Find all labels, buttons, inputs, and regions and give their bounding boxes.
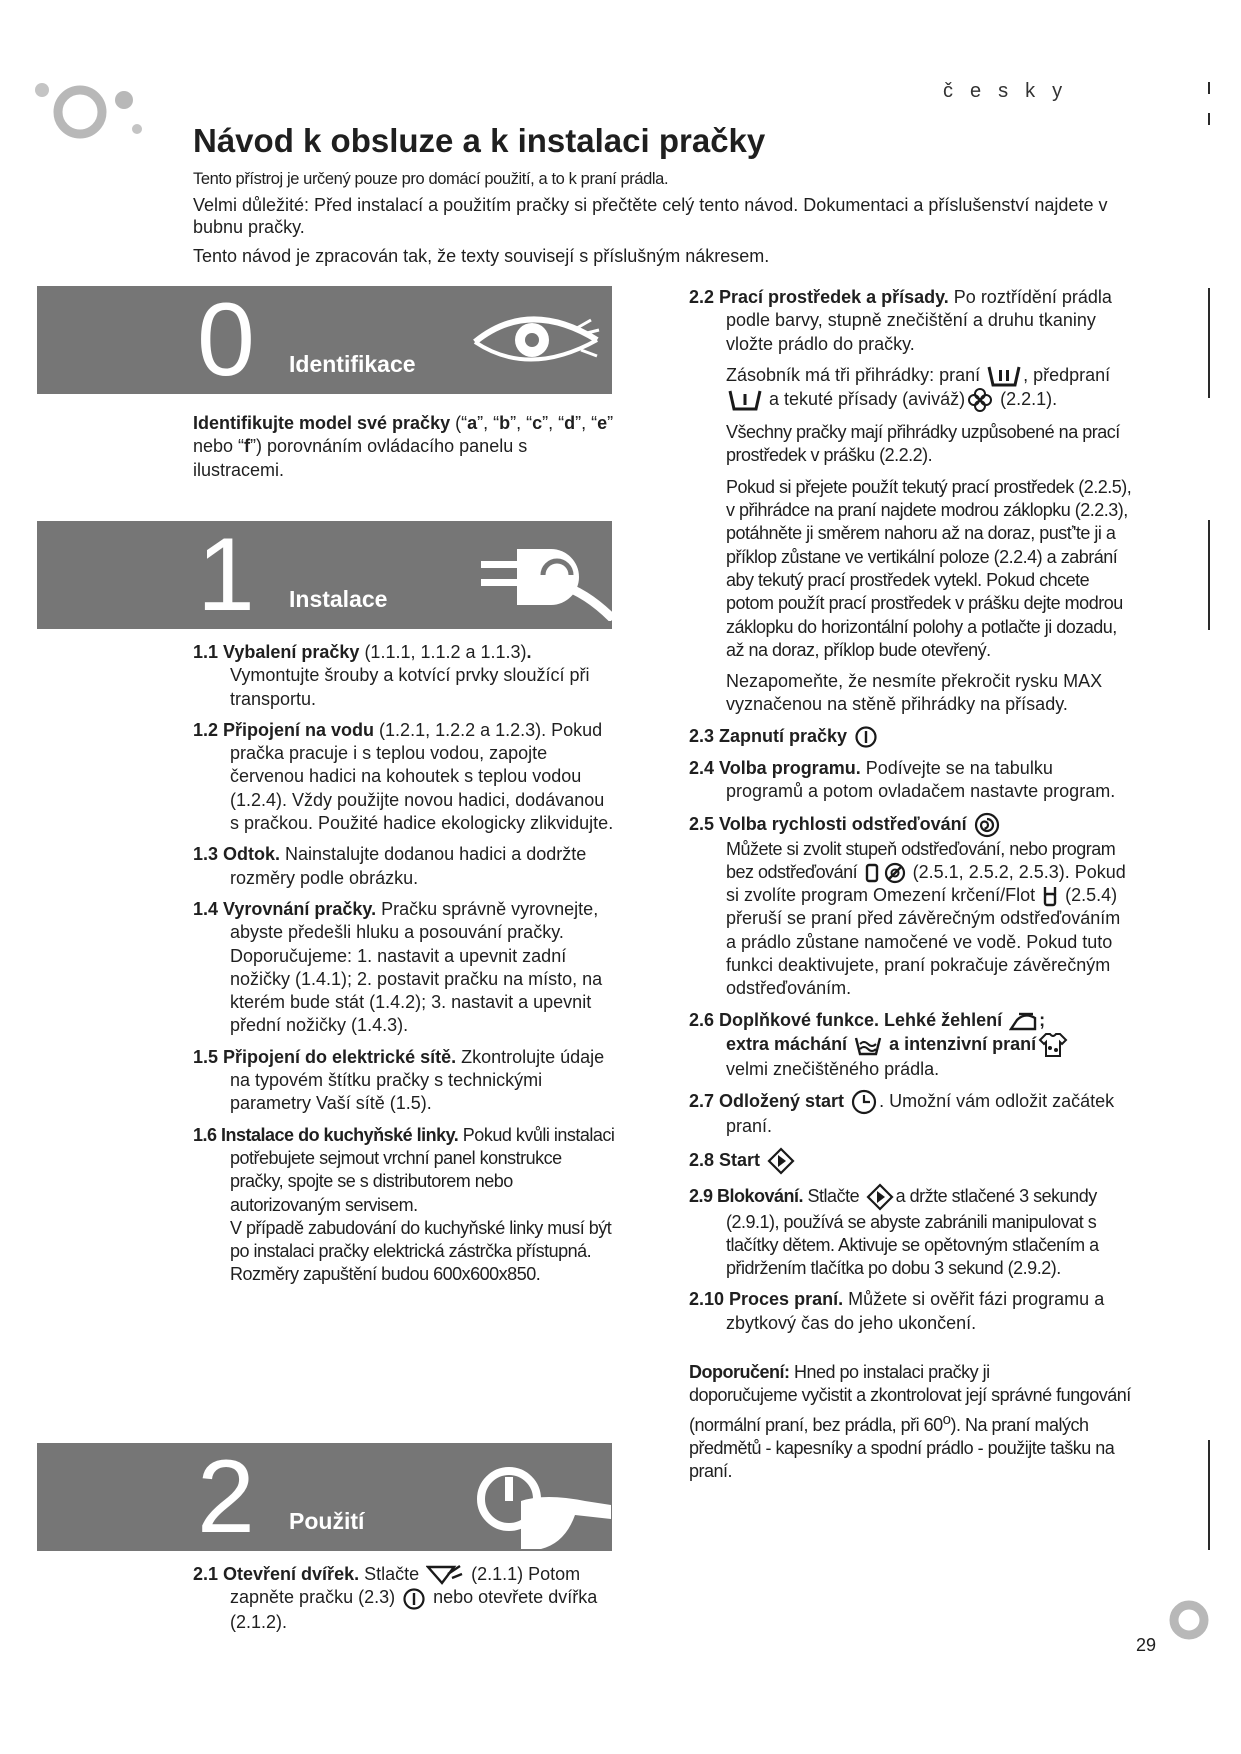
item-text: (2.5.1, 2.5.2, 2.5.3). Pokud si zvolíte program Omezení krčení/Flot <box>726 861 1126 906</box>
item-heading: 1.4 Vyrovnání pračky. <box>193 898 377 919</box>
margin-rule <box>1208 520 1210 630</box>
text-run: (“ <box>450 413 468 433</box>
model-c: c <box>532 413 543 433</box>
item-text: Zásobník má tři přihrádky: praní <box>726 364 986 385</box>
delay-clock-icon <box>851 1089 877 1115</box>
text-run: ”, “ <box>575 413 598 433</box>
section-label: Použití <box>289 1508 365 1534</box>
max-line-note: Nezapomeňte, že nesmíte překročit rysku MAX vyznačenou na stěně přihrádky na přísady. <box>726 671 1103 715</box>
wash-compartment-icon <box>987 365 1021 387</box>
item-text: Vymontujte šrouby a kotvící prvky sloužící při transportu. <box>230 665 590 709</box>
item-text: Podívejte se na tabulku programů a potom ovladačem nastavte program. <box>726 758 1116 802</box>
rinse-hold-icon <box>1042 885 1058 907</box>
item-text: , předpraní <box>1023 364 1111 385</box>
list-item <box>689 1288 1134 1335</box>
page-title: Návod k obsluze a k instalaci pračky <box>193 122 766 159</box>
recommendation <box>689 1361 1134 1483</box>
brand-logo <box>28 72 158 152</box>
degree-mark: o <box>942 1410 951 1428</box>
item-text: (1.1.1, 1.1.2 a 1.1.3) <box>359 642 527 662</box>
item-heading: 1.3 Odtok. <box>193 844 281 865</box>
list-item <box>689 286 1134 356</box>
installation-section <box>193 641 618 1295</box>
item-heading: 2.7 Odložený start <box>689 1091 845 1112</box>
intro-drawings: Tento návod je zpracován tak, že texty souvisejí s příslušným nákresem. <box>193 246 770 266</box>
use-section-left <box>193 1563 618 1642</box>
item-text: Pokud kvůli instalaci potřebujete sejmout vrchní panel konstrukce pračky, spojte se s distributorem nebo autorizovaným servisem. <box>230 1124 615 1215</box>
text-run: ”) porovnáním ovládacího panelu s ilustracemi. <box>193 436 528 480</box>
item-text: ). Na praní malých předmětů - kapesníky a spodní prádlo - použijte tašku na praní. <box>689 1414 1115 1482</box>
item-heading: 2.8 Start <box>689 1149 761 1170</box>
model-d: d <box>564 413 576 433</box>
plug-icon <box>477 541 612 621</box>
list-item <box>689 812 1134 1001</box>
extra-rinse-icon <box>854 1034 882 1056</box>
section-number: 2 <box>197 1443 255 1551</box>
item-heading: 2.9 Blokování. <box>689 1185 804 1206</box>
powder-compartments-note: Všechny pračky mají přihrádky uzpůsobené na prací prostředek v prášku (2.2.2). <box>726 422 1120 466</box>
item-text: . <box>526 642 532 662</box>
item-heading: 2.4 Volba programu. <box>689 758 861 778</box>
item-heading: 2.2 Prací prostředek a přísady. <box>689 287 949 307</box>
item-heading: 1.1 Vybalení pračky <box>193 642 360 662</box>
item-text: Stlačte <box>803 1185 864 1206</box>
margin-rule <box>1208 1440 1210 1550</box>
list-item <box>193 719 618 835</box>
power-icon <box>402 1587 426 1611</box>
item-text: Pračku správně vyrovnejte, abyste předešli hluku a posouvání pračky. Doporučujeme: 1. nastavit a upevnit zadní nožičky (1.4.1); 2. postavit pračku na místo, na kterém bude stát (1.4.2); 3. nastavit a upevnit přední nožičky (1.4.3). <box>230 898 603 1036</box>
item-text: (2.2.1). <box>995 388 1058 409</box>
language-label: česky <box>943 80 1080 102</box>
section-banner-pouziti <box>37 1443 612 1551</box>
item-text: Hned po instalaci pračky ji <box>789 1362 990 1383</box>
eye-icon <box>469 306 609 376</box>
text-run: ”, “ <box>510 413 533 433</box>
list-item <box>689 757 1134 804</box>
detergent-compartments <box>726 364 1134 413</box>
item-heading: 2.1 Otevření dvířek. <box>193 1564 360 1584</box>
list-item <box>193 843 618 890</box>
item-text: doporučujeme vyčistit a zkontrolovat její správné fungování (normální praní, bez prádla, při 60 <box>689 1385 1131 1435</box>
decorative-ring-icon <box>1166 1597 1212 1643</box>
text-run: ”, “ <box>542 413 565 433</box>
model-f: f <box>244 436 251 457</box>
margin-rule <box>1208 82 1210 94</box>
item-text: Můžete si ověřit fázi programu a zbytkový čas do jeho ukončení. <box>726 1289 1105 1333</box>
item-heading: 2.5 Volba rychlosti odstřeďování <box>689 813 967 834</box>
text-run: ” nebo “ <box>193 413 614 457</box>
item-text: a držte stlačené 3 sekundy (2.9.1), používá se abyste zabránili manipulovat s tlačítky dětem. Aktivuje se opětovným stlačením a přidržením tlačítka po dobu 3 sekund (2.9.2). <box>726 1185 1099 1279</box>
list-item <box>689 1089 1134 1138</box>
intro-usage: Tento přístroj je určený pouze pro domácí použití, a to k praní prádla. <box>193 170 669 188</box>
margin-rule <box>1208 288 1210 398</box>
text-run: ”, “ <box>477 413 500 433</box>
item-heading: 1.2 Připojení na vodu <box>193 719 375 740</box>
item-text: (2.1.1) Potom zapněte pračku (2.3) <box>230 1564 581 1608</box>
identification-section <box>193 412 618 490</box>
item-text: a tekuté přísady (aviváž) <box>764 388 966 409</box>
list-item: 2.6 Doplňkové funkce. Lehké žehlení ; extra máchání a intenzivní praní velmi znečištěného prádla. <box>689 1009 1134 1082</box>
section-banner-identifikace <box>37 286 612 394</box>
item-heading: 2.3 Zapnutí pračky <box>689 725 848 746</box>
start-diamond-icon <box>866 1183 894 1211</box>
finger-press-icon <box>475 1453 612 1551</box>
list-item <box>689 1147 1134 1175</box>
item-text: . Umožní vám odložit začátek praní. <box>726 1091 1115 1137</box>
model-a: a <box>467 413 478 433</box>
spin-icon <box>974 812 1000 838</box>
item-text: (2.5.4) přeruší se praní před závěrečným odstřeďováním a prádlo zůstane namočené ve vodě. Pokud tuto funkci deaktivujete, praní pokračuje závěrečným odstřeďováním. <box>726 885 1121 999</box>
intro-important: Velmi důležité: Před instalací a použitím pračky si přečtěte celý tento návod. Dokumentaci a příslušenství najdete v bubnu pračky. <box>193 195 1108 237</box>
list-item <box>193 1563 618 1634</box>
no-spin-drum-icon <box>864 862 880 884</box>
spin-off-icon <box>884 862 906 884</box>
page-number: 29 <box>1136 1635 1157 1655</box>
list-item <box>193 1124 618 1287</box>
section-label: Instalace <box>289 586 388 612</box>
item-heading: 2.6 Doplňkové funkce. Lehké žehlení <box>689 1009 1003 1030</box>
section-number: 0 <box>197 286 255 394</box>
identification-lead: Identifikujte model své pračky <box>193 413 451 433</box>
power-icon <box>854 725 878 749</box>
list-item <box>193 641 618 711</box>
item-heading: extra máchání <box>726 1033 848 1054</box>
model-e: e <box>597 413 608 433</box>
list-item <box>689 1183 1134 1281</box>
item-text: V případě zabudování do kuchyňské linky musí být po instalaci pračky elektrická zástrčka přístupná. Rozměry zapuštění budou 600x600x850. <box>230 1217 612 1285</box>
item-text: velmi znečištěného prádla. <box>726 1058 940 1079</box>
item-text: Zkontrolujte údaje na typovém štítku pračky s technickými parametry Vaší sítě (1.5). <box>230 1046 605 1114</box>
section-banner-instalace <box>37 521 612 629</box>
intensive-wash-icon <box>1038 1032 1068 1058</box>
item-heading: 1.5 Připojení do elektrické sítě. <box>193 1046 457 1067</box>
item-text: Stlačte <box>359 1564 425 1584</box>
prewash-compartment-icon <box>728 389 762 411</box>
item-text: Nainstalujte dodanou hadici a dodržte rozměry podle obrázku. <box>230 844 587 888</box>
list-item <box>689 725 1134 749</box>
item-text: Po roztřídění prádla podle barvy, stupně znečištění a druhu tkaniny vložte prádlo do pračky. <box>726 287 1112 354</box>
item-heading: a intenzivní praní <box>884 1033 1037 1054</box>
liquid-detergent-note: Pokud si přejete použít tekutý prací prostředek (2.2.5), v přihrádce na praní najdete modrou záklopku (2.2.3), potáhněte ji směrem nahoru až na doraz, pusť'te ji a příklop zůstane ve vertikální poloze (2.2.4) a zabrání aby tekutý prací prostředek vytekl. Pokud chcete potom použít prací prostředek v prášku dejte modrou záklopku do horizontální polohy a potlačte ji dozadu, až na doraz, příklop bude otevřený. <box>726 476 1132 660</box>
item-heading: 2.10 Proces praní. <box>689 1289 844 1310</box>
item-heading: 1.6 Instalace do kuchyňské linky. <box>193 1124 459 1145</box>
section-number: 1 <box>197 521 255 629</box>
section-label: Identifikace <box>289 351 416 377</box>
item-text: (1.2.1, 1.2.2 a 1.2.3). Pokud pračka pracuje i s teplou vodou, zapojte červenou hadici na kohoutek s teplou vodou (1.2.4). Vždy použijte novou hadici, dodávanou s pračkou. Použité hadice ekologicky zlikvidujte. <box>230 719 614 834</box>
item-text: Můžete si zvolit stupeň odstřeďování, nebo program bez odstřeďování <box>726 838 1116 882</box>
door-open-icon <box>426 1564 464 1586</box>
start-diamond-icon <box>767 1147 795 1175</box>
model-b: b <box>499 413 511 433</box>
list-item <box>193 1046 618 1116</box>
margin-rule <box>1208 113 1210 125</box>
list-item <box>193 898 618 1038</box>
recommendation-heading: Doporučení: <box>689 1362 790 1383</box>
easy-iron-icon <box>1009 1010 1037 1032</box>
softener-flower-icon <box>967 387 993 413</box>
use-section-right <box>689 286 1134 1492</box>
item-text: nebo otevřete dvířka (2.1.2). <box>230 1587 598 1632</box>
